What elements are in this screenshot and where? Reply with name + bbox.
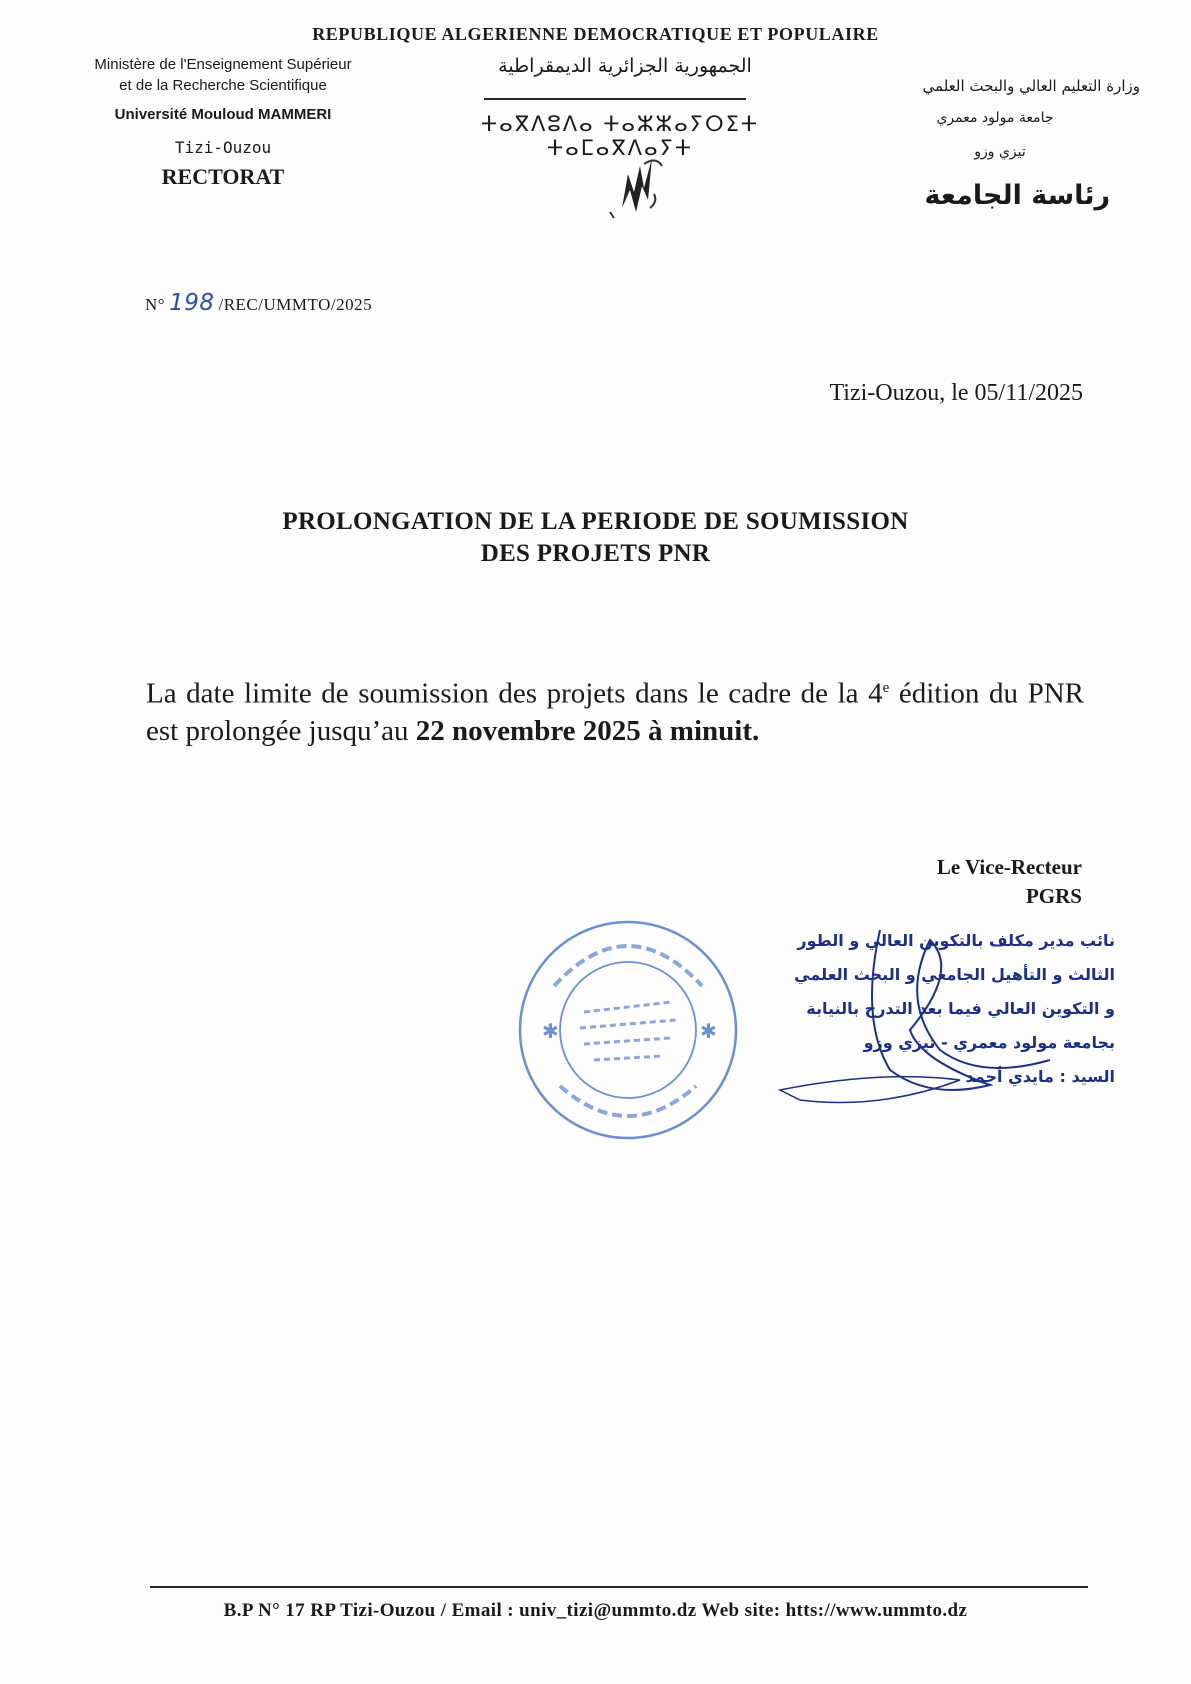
ministry-name-ar: وزارة التعليم العالي والبحث العلمي	[922, 77, 1140, 95]
university-name-ar: جامعة مولود معمري	[936, 110, 1054, 126]
signatory-line-2: PGRS	[1025, 884, 1082, 908]
title-line-1: PROLONGATION DE LA PERIODE DE SOUMISSION	[282, 508, 909, 535]
body-text-part-2: édition du PNR est prolongée jusqu’au	[146, 677, 1084, 747]
reference-prefix: N°	[145, 295, 166, 314]
ministry-line-2: et de la Recherche Scientifique	[119, 77, 327, 94]
reference-number	[145, 290, 372, 316]
header-divider	[484, 98, 746, 100]
deadline: 22 novembre 2025 à minuit.	[415, 714, 760, 747]
title-line-2: DES PROJETS PNR	[480, 540, 711, 567]
signature-line-3: و التكوين العالي فيما بعد التدرج بالنيابة	[806, 999, 1115, 1018]
body-superscript: e	[882, 680, 890, 696]
ministry-line-1: Ministère de l'Enseignement Supérieur	[94, 56, 352, 73]
signatory-title	[880, 853, 1082, 911]
republic-heading-tifinagh: ⵜⴰⴳⴷⵓⴷⴰ ⵜⴰⵣⵣⴰⵢⵔⵉⵜ ⵜⴰⵎⴰⴳⴷⴰⵢⵜ	[481, 112, 759, 160]
signature-line-5: السيد : مايدي أحمد	[965, 1067, 1115, 1086]
rectorat-ar: رئاسة الجامعة	[924, 180, 1110, 211]
reference-suffix: /REC/UMMTO/2025	[218, 295, 373, 314]
document-title	[0, 506, 1191, 570]
official-stamp-icon	[514, 916, 742, 1144]
university-name-fr: Université Mouloud MAMMERI	[114, 106, 332, 123]
body-text-part-1: La date limite de soumission des projets dans le cadre de la 4	[146, 677, 883, 710]
footer-contact: B.P N° 17 RP Tizi-Ouzou / Email : univ_tizi@ummto.dz Web site: htts://www.ummto.dz	[223, 1600, 968, 1621]
svg-text:✱: ✱	[542, 1019, 559, 1043]
date-line: Tizi-Ouzou, le 05/11/2025	[829, 380, 1083, 406]
republic-heading-arabic: الجمهورية الجزائرية الديمقراطية	[498, 55, 752, 77]
city-ar: تيزي وزو	[974, 144, 1026, 160]
signatory-line-1: Le Vice-Recteur	[936, 855, 1082, 879]
handwritten-signature-icon	[760, 910, 1100, 1110]
university-logo-icon	[600, 152, 664, 226]
signature-line-4: بجامعة مولود معمري - تيزي وزو	[863, 1033, 1115, 1052]
signature-line-1: نائب مدير مكلف بالتكوين العالي و الطور	[797, 931, 1115, 950]
reference-handwritten-number: 198	[169, 290, 215, 316]
city-fr: Tizi-Ouzou	[174, 138, 272, 157]
svg-text:✱: ✱	[700, 1019, 717, 1043]
body-paragraph	[146, 670, 1084, 750]
rectorat-fr: RECTORAT	[161, 164, 285, 189]
signature-line-2: الثالث و التأهيل الجامعي و البحث العلمي	[794, 965, 1115, 984]
ministry-name-fr	[78, 54, 368, 96]
footer-divider	[150, 1586, 1088, 1588]
republic-heading: REPUBLIQUE ALGERIENNE DEMOCRATIQUE ET POPULAIRE	[312, 24, 879, 44]
